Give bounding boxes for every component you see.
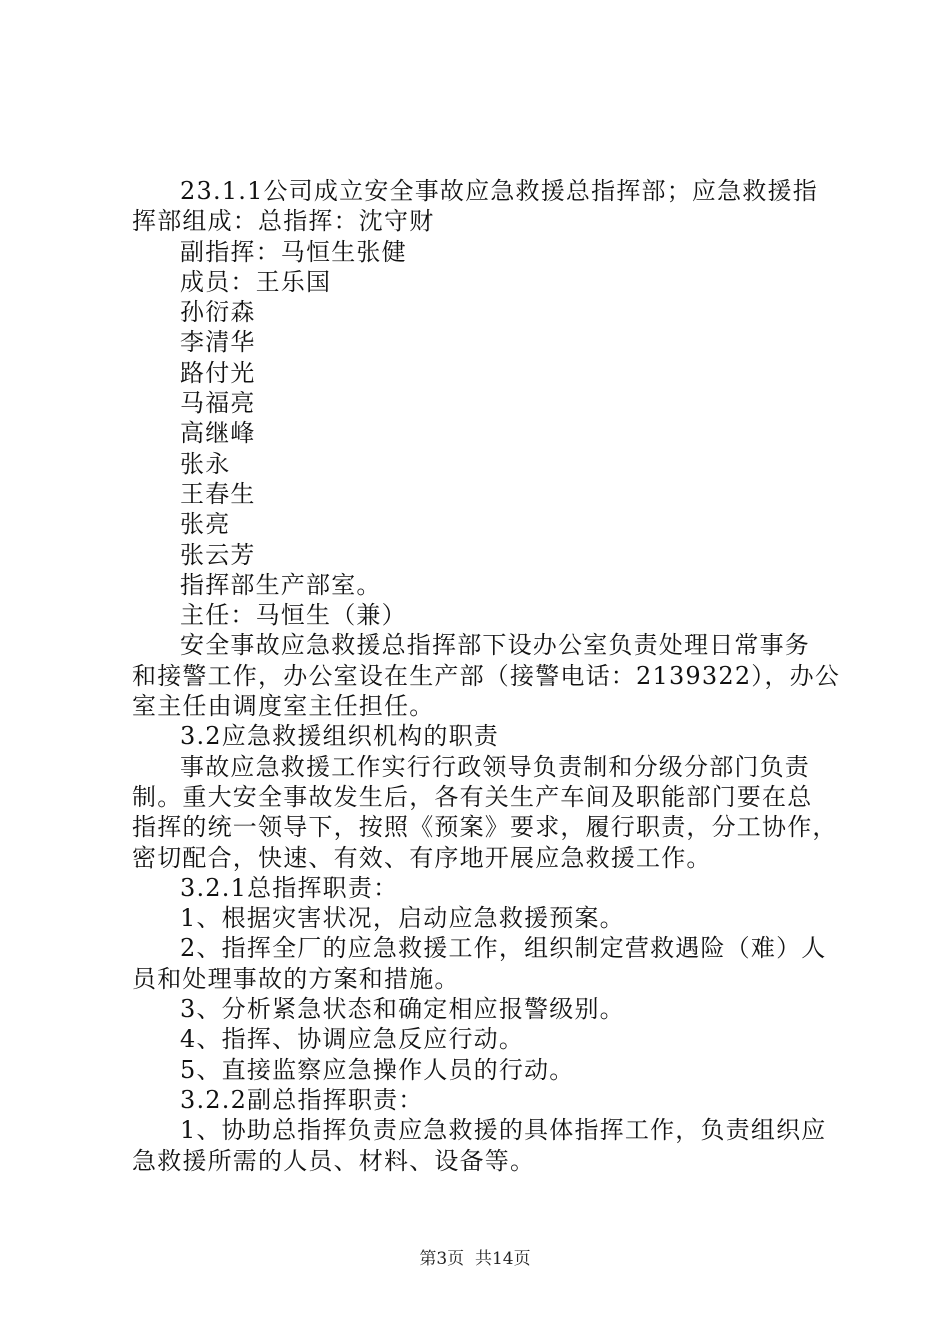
text-line: 指挥部生产部室。	[180, 570, 382, 599]
text-line: 安全事故应急救援总指挥部下设办公室负责处理日常事务	[180, 631, 810, 660]
text-line: 指挥的统一领导下，按照《预案》要求，履行职责，分工协作，	[132, 813, 838, 842]
document-body	[132, 176, 841, 1176]
text-line: 孙衍森	[180, 298, 256, 327]
text-line: 主任：马恒生（兼）	[180, 601, 407, 630]
text-line: 员和处理事故的方案和措施。	[132, 964, 460, 993]
text-line: 急救援所需的人员、材料、设备等。	[132, 1146, 536, 1175]
list-item: 4、指挥、协调应急反应行动。	[180, 1025, 525, 1054]
text-line: 张永	[180, 449, 231, 478]
text-line: 室主任由调度室主任担任。	[132, 692, 435, 721]
list-item: 2、指挥全厂的应急救援工作，组织制定营救遇险（难）人	[180, 934, 827, 963]
list-item: 1、根据灾害状况，启动应急救援预案。	[180, 904, 625, 933]
section-heading: 3.2应急救援组织机构的职责	[180, 722, 499, 751]
text-line: 马福亮	[180, 389, 256, 418]
section-heading: 3.2.1总指挥职责：	[180, 873, 399, 902]
text-line: 王春生	[180, 479, 256, 508]
text-line: 密切配合，快速、有效、有序地开展应急救援工作。	[132, 843, 712, 872]
list-item: 5、直接监察应急操作人员的行动。	[180, 1055, 575, 1084]
list-item: 1、协助总指挥负责应急救援的具体指挥工作，负责组织应	[180, 1116, 827, 1145]
list-item: 3、分析紧急状态和确定相应报警级别。	[180, 995, 625, 1024]
text-line: 李清华	[180, 328, 256, 357]
section-heading: 3.2.2副总指挥职责：	[180, 1085, 424, 1114]
text-line: 制。重大安全事故发生后，各有关生产车间及职能部门要在总	[132, 782, 813, 811]
text-line: 高继峰	[180, 419, 256, 448]
text-line: 张云芳	[180, 540, 256, 569]
text-line: 挥部组成：总指挥：沈守财	[132, 207, 435, 236]
text-line: 和接警工作，办公室设在生产部（接警电话：2139322），办公	[132, 661, 841, 690]
text-line: 路付光	[180, 358, 256, 387]
text-line: 23.1.1公司成立安全事故应急救援总指挥部；应急救援指	[180, 177, 818, 205]
text-line: 成员：王乐国	[180, 267, 332, 296]
text-line: 张亮	[180, 510, 231, 539]
text-line: 副指挥：马恒生张健	[180, 237, 407, 266]
text-line: 事故应急救援工作实行行政领导负责制和分级分部门负责	[180, 752, 810, 781]
page-number-footer: 第3页 共14页	[419, 1249, 531, 1269]
